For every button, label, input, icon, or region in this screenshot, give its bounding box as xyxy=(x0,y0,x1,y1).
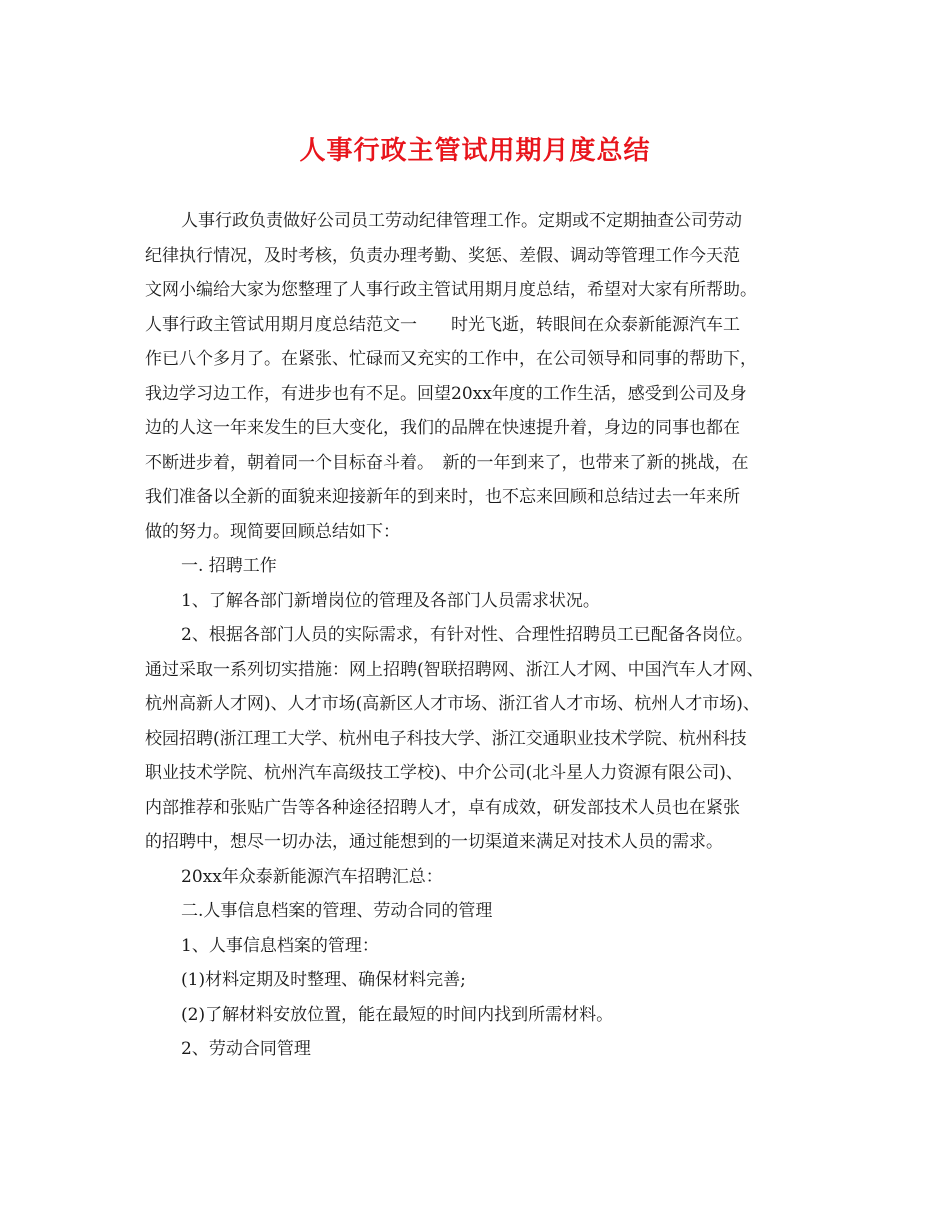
paragraph-line: 通过采取一系列切实措施：网上招聘(智联招聘网、浙江人才网、中国汽车人才网、 xyxy=(145,659,764,680)
paragraph-line: 作已八个多月了。在紧张、忙碌而又充实的工作中，在公司领导和同事的帮助下， xyxy=(145,349,757,369)
paragraph-line: 我们准备以全新的面貌来迎接新年的到来时，也不忘来回顾和总结过去一年来所 xyxy=(145,487,740,507)
list-item: 1、人事信息档案的管理： xyxy=(181,935,379,956)
paragraph-line: 我边学习边工作，有进步也有不足。回望20xx年度的工作生活，感受到公司及身 xyxy=(145,383,747,404)
paragraph-line: 文网小编给大家为您整理了人事行政主管试用期月度总结，希望对大家有所帮助。 xyxy=(145,280,757,300)
paragraph-line: 纪律执行情况，及时考核，负责办理考勤、奖惩、差假、调动等管理工作今天范 xyxy=(145,245,740,266)
paragraph-line: 杭州高新人才网)、人才市场(高新区人才市场、浙江省人才市场、杭州人才市场)、 xyxy=(145,694,760,714)
list-item: 2、根据各部门人员的实际需求，有针对性、合理性招聘员工已配备各岗位。 xyxy=(181,625,753,645)
section-heading: 一. 招聘工作 xyxy=(181,556,277,576)
paragraph-line: 做的努力。现简要回顾总结如下： xyxy=(145,521,400,542)
paragraph-line: 内部推荐和张贴广告等各种途径招聘人才，卓有成效，研发部技术人员也在紧张 xyxy=(145,797,740,818)
list-item: (1)材料定期及时整理、确保材料完善; xyxy=(181,970,466,990)
paragraph-line: 不断进步着，朝着同一个目标奋斗着。 新的一年到来了，也带来了新的挑战，在 xyxy=(145,452,749,473)
paragraph-line: 的招聘中，想尽一切办法，通过能想到的一切渠道来满足对技术人员的需求。 xyxy=(145,832,723,852)
paragraph-line: 边的人这一年来发生的巨大变化，我们的品牌在快速提升着，身边的同事也都在 xyxy=(145,418,740,438)
paragraph-line: 人事行政负责做好公司员工劳动纪律管理工作。定期或不定期抽查公司劳动 xyxy=(181,211,742,231)
paragraph-line: 校园招聘(浙江理工大学、杭州电子科技大学、浙江交通职业技术学院、杭州科技 xyxy=(145,728,747,749)
document-title: 人事行政主管试用期月度总结 xyxy=(299,136,651,166)
list-item: 1、了解各部门新增岗位的管理及各部门人员需求状况。 xyxy=(181,590,600,611)
paragraph-line: 职业技术学院、杭州汽车高级技工学校)、中介公司(北斗星人力资源有限公司)、 xyxy=(145,763,743,783)
paragraph-line: 人事行政主管试用期月度总结范文一 时光飞逝，转眼间在众泰新能源汽车工 xyxy=(145,314,740,335)
paragraph-line: 20xx年众泰新能源汽车招聘汇总： xyxy=(181,866,443,887)
list-item: (2)了解材料安放位置，能在最短的时间内找到所需材料。 xyxy=(181,1004,614,1025)
section-heading: 二.人事信息档案的管理、劳动合同的管理 xyxy=(181,901,493,921)
document-body xyxy=(145,204,810,1067)
list-item: 2、劳动合同管理 xyxy=(181,1039,311,1059)
